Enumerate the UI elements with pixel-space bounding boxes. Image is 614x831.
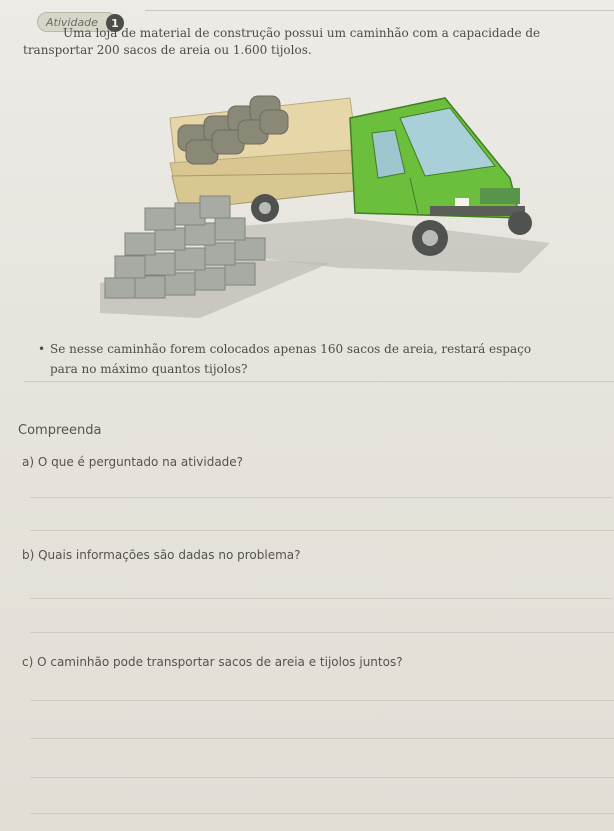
item-a: a) O que é perguntado na atividade? xyxy=(22,455,244,469)
question-line-2: para no máximo quantos tijolos? xyxy=(50,362,248,376)
wheel-front-hub xyxy=(422,230,438,246)
brick xyxy=(195,268,225,290)
problem-question xyxy=(38,339,598,379)
brick xyxy=(165,273,195,295)
sand-bag xyxy=(260,110,288,134)
section-title: Compreenda xyxy=(18,423,102,438)
answer-line-c2[interactable] xyxy=(30,738,614,739)
problem-line-2: transportar 200 sacos de areia ou 1.600 tijolos. xyxy=(23,43,312,57)
answer-line-a1[interactable] xyxy=(30,497,612,498)
truck-illustration xyxy=(100,78,550,318)
brick xyxy=(175,248,205,270)
item-c: c) O caminhão pode transportar sacos de areia e tijolos juntos? xyxy=(22,655,403,669)
brick xyxy=(145,208,175,230)
activity-badge-label: Atividade xyxy=(46,15,98,29)
brick xyxy=(215,218,245,240)
question-line-1: • Se nesse caminhão forem colocados apenas 160 sacos de areia, restará espaço xyxy=(38,339,598,359)
problem-statement xyxy=(23,25,600,59)
bullet-icon: • xyxy=(38,342,46,356)
activity-number-badge: 1 xyxy=(106,14,124,32)
truck-bumper xyxy=(430,206,525,216)
answer-line-b1[interactable] xyxy=(30,598,612,599)
answer-line-a2[interactable] xyxy=(30,530,614,531)
wheel-rear-hub xyxy=(259,202,271,214)
item-b: b) Quais informações são dadas no problema? xyxy=(22,548,301,562)
brick xyxy=(145,253,175,275)
truck-grille xyxy=(480,188,520,204)
brick xyxy=(105,278,135,298)
brick xyxy=(115,256,145,278)
brick xyxy=(205,243,235,265)
brick-pile xyxy=(105,196,265,298)
answer-line-question[interactable] xyxy=(24,381,614,382)
truck-headlight xyxy=(455,198,469,206)
wheel-back-far xyxy=(508,211,532,235)
brick xyxy=(225,263,255,285)
brick xyxy=(155,228,185,250)
answer-line-c4[interactable] xyxy=(30,813,614,814)
problem-line-1: Uma loja de material de construção possui um caminhão com a capacidade de xyxy=(63,26,541,40)
brick xyxy=(125,233,155,255)
header-rule xyxy=(145,10,614,11)
brick xyxy=(135,276,165,298)
answer-line-c1[interactable] xyxy=(30,700,614,701)
answer-line-b2[interactable] xyxy=(30,632,614,633)
brick xyxy=(200,196,230,218)
answer-line-c3[interactable] xyxy=(30,777,614,778)
brick xyxy=(235,238,265,260)
brick xyxy=(185,223,215,245)
